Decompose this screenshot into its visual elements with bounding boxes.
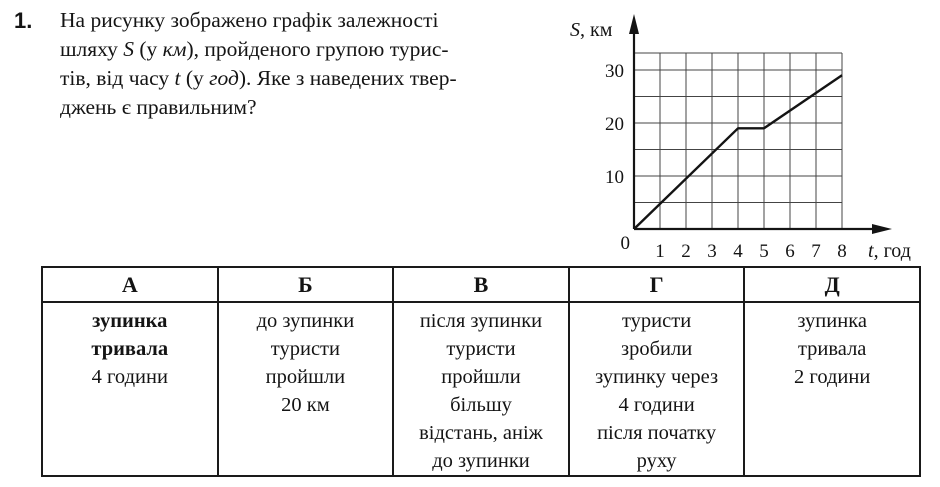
- option-cell: [744, 302, 920, 476]
- x-axis-unit: , год: [873, 240, 911, 262]
- answer-options-row: [42, 302, 920, 476]
- option-letter: Г: [569, 267, 745, 302]
- question-text-fragment: тів, від часу: [60, 66, 175, 90]
- y-axis-variable: S: [570, 19, 580, 41]
- y-tick-label: 30: [605, 61, 624, 82]
- option-text-line: тривала: [91, 338, 169, 360]
- question-text-fragment: ), пройденого групою турис-: [186, 37, 449, 61]
- y-axis-arrow: [629, 14, 639, 34]
- option-cell: [218, 302, 394, 476]
- x-tick-label: 4: [733, 241, 743, 262]
- x-tick-label: 2: [681, 241, 691, 262]
- x-tick-label: 8: [837, 241, 847, 262]
- y-tick-label: 10: [605, 167, 624, 188]
- question-line: [60, 6, 530, 35]
- x-tick-label: 5: [759, 241, 769, 262]
- y-tick-label: 20: [605, 114, 624, 135]
- question-text-fragment: ). Яке з наведених твер-: [238, 66, 457, 90]
- option-cell: [393, 302, 569, 476]
- question-text: [60, 6, 530, 122]
- question-text-fragment: джень є правильним?: [60, 95, 257, 119]
- origin-label: 0: [620, 233, 630, 254]
- option-cell: [42, 302, 218, 476]
- y-axis-label: [570, 19, 613, 41]
- option-text-line: 4 години: [91, 366, 168, 388]
- option-letter: Д: [744, 267, 920, 302]
- question-line: [60, 93, 530, 122]
- option-text-line: зупинка: [92, 310, 168, 332]
- question-text-fragment: На рисунку зображено графік залежності: [60, 8, 439, 32]
- question-text-fragment: шляху: [60, 37, 124, 61]
- option-text: [45, 307, 215, 391]
- question-italic-term: км: [162, 37, 187, 61]
- x-axis-label: [868, 240, 911, 262]
- x-tick-label: 6: [785, 241, 795, 262]
- question-italic-term: год: [209, 66, 239, 90]
- question-text-fragment: (у: [180, 66, 210, 90]
- option-text: до зупинки туристи пройшли 20 км: [256, 310, 355, 416]
- answer-header-row: [42, 267, 920, 302]
- x-tick-label: 1: [655, 241, 665, 262]
- question-line: [60, 35, 530, 64]
- question-line: [60, 64, 530, 93]
- answer-table: [41, 266, 921, 477]
- option-cell: [569, 302, 745, 476]
- option-letter: В: [393, 267, 569, 302]
- question-italic-term: t: [174, 66, 181, 90]
- option-letter: А: [42, 267, 218, 302]
- x-tick-label: 3: [707, 241, 717, 262]
- option-text: зупинка тривала 2 години: [794, 310, 871, 388]
- x-tick-label: 7: [811, 241, 821, 262]
- option-text: туристи зробили зупинку через 4 години після початку руху: [595, 310, 719, 472]
- question-number: 1.: [14, 8, 33, 33]
- option-letter: Б: [218, 267, 394, 302]
- question-italic-term: S: [123, 37, 134, 61]
- question-text-fragment: (у: [133, 37, 163, 61]
- y-axis-unit: , км: [580, 19, 613, 41]
- x-axis-arrow: [872, 224, 892, 234]
- distance-time-chart: [560, 0, 940, 265]
- x-axis-variable: t: [868, 240, 874, 262]
- option-text: після зупинки туристи пройшли більшу відстань, аніж до зупинки: [419, 310, 543, 472]
